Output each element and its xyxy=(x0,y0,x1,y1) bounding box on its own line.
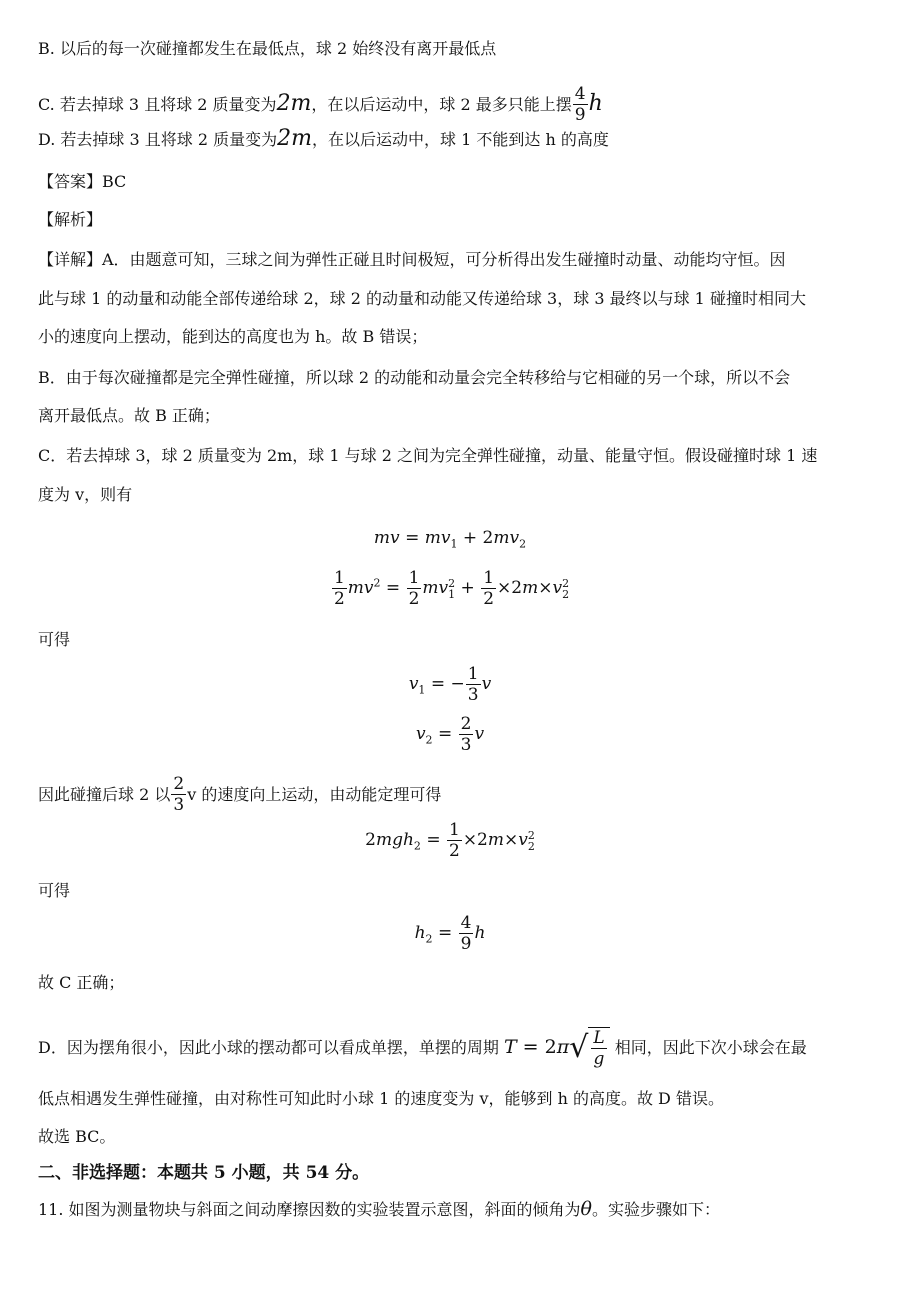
detail-d-line-2: 低点相遇发生弹性碰撞，由对称性可知此时小球 1 的速度变为 v，能够到 h 的高度。故 D 错误。 xyxy=(38,1089,724,1108)
equation-v1: $v_1$ = − $\frac{1}{3}$ v xyxy=(408,664,492,705)
detail-a-line-2: 此与球 1 的动量和动能全部传递给球 2，球 2 的动量和动能又传递给球 3，球 3 最终以与球 1 碰撞时相同大 xyxy=(38,289,806,308)
detail-a-line-3: 小的速度向上摆动，能到达的高度也为 h。故 B 错误； xyxy=(38,327,428,346)
equation-h2: $h_2$ = $\frac{4}{9}$ h xyxy=(414,913,486,954)
equation-energy: $\frac{1}{2}$ $mv^2$ = $\frac{1}{2}$ mv 2 1 + $\frac{1}{2}$ ×2m×v 2 2 xyxy=(333,568,570,609)
keyi-2: 可得 xyxy=(38,881,71,900)
option-b: B. 以后的每一次碰撞都发生在最低点，球 2 始终没有离开最低点 xyxy=(38,39,497,58)
answer: 【答案】BC xyxy=(38,172,127,191)
fraction-four-ninths: $\frac{4}{9}$ xyxy=(574,84,586,125)
equation-v2: $v_2$ = $\frac{2}{3}$ v xyxy=(415,714,485,755)
period-formula: T = 2π√ $\frac{L}{g}$ xyxy=(504,1036,610,1058)
detail-c-line-1: C．若去掉球 3，球 2 质量变为 2m，球 1 与球 2 之间为完全弹性碰撞，动量、能量守恒。假设碰撞时球 1 速 xyxy=(38,446,818,465)
question-11: 11. 如图为测量物块与斜面之间动摩擦因数的实验装置示意图，斜面的倾角为θ。实验步骤如下： xyxy=(38,1198,721,1220)
since-line: 因此碰撞后球 2 以 $\frac{2}{3}$ v 的速度向上运动，由动能定理可得 xyxy=(38,774,442,815)
detail-a-line-1: 【详解】A．由题意可知，三球之间为弹性正碰且时间极短，可分析得出发生碰撞时动量、动能均守恒。因 xyxy=(38,250,786,269)
conclusion: 故选 BC。 xyxy=(38,1127,116,1146)
detail-b-line-2: 离开最低点。故 B 正确； xyxy=(38,406,220,425)
section-heading: 二、非选择题：本题共 5 小题，共 54 分。 xyxy=(38,1163,370,1183)
option-d: D. 若去掉球 3 且将球 2 质量变为2m，在以后运动中，球 1 不能到达 h 的高度 xyxy=(38,126,609,151)
fraction-two-thirds: $\frac{2}{3}$ xyxy=(173,774,185,815)
c-correct: 故 C 正确； xyxy=(38,973,125,992)
detail-b-line-1: B．由于每次碰撞都是完全弹性碰撞，所以球 2 的动能和动量会完全转移给与它相碰的另一个球，所以不会 xyxy=(38,368,791,387)
option-c: C. 若去掉球 3 且将球 2 质量变为2m，在以后运动中，球 2 最多只能上摆 $\frac{4}{9}$ h xyxy=(38,84,603,125)
equation-momentum: mv = $mv_1 + 2mv_2$ xyxy=(373,528,527,551)
detail-c-line-2: 度为 v，则有 xyxy=(38,485,133,504)
keyi-1: 可得 xyxy=(38,630,71,649)
equation-work-energy: 2mgh$_2$ = $\frac{1}{2}$ ×2m×v 2 2 xyxy=(365,820,535,861)
detail-d-line-1: D．因为摆角很小，因此小球的摆动都可以看成单摆，单摆的周期 T = 2π√ $\frac{L}{g}$ 相同，因此下次小球会在最 xyxy=(38,1028,807,1069)
analysis-heading: 【解析】 xyxy=(38,210,103,229)
